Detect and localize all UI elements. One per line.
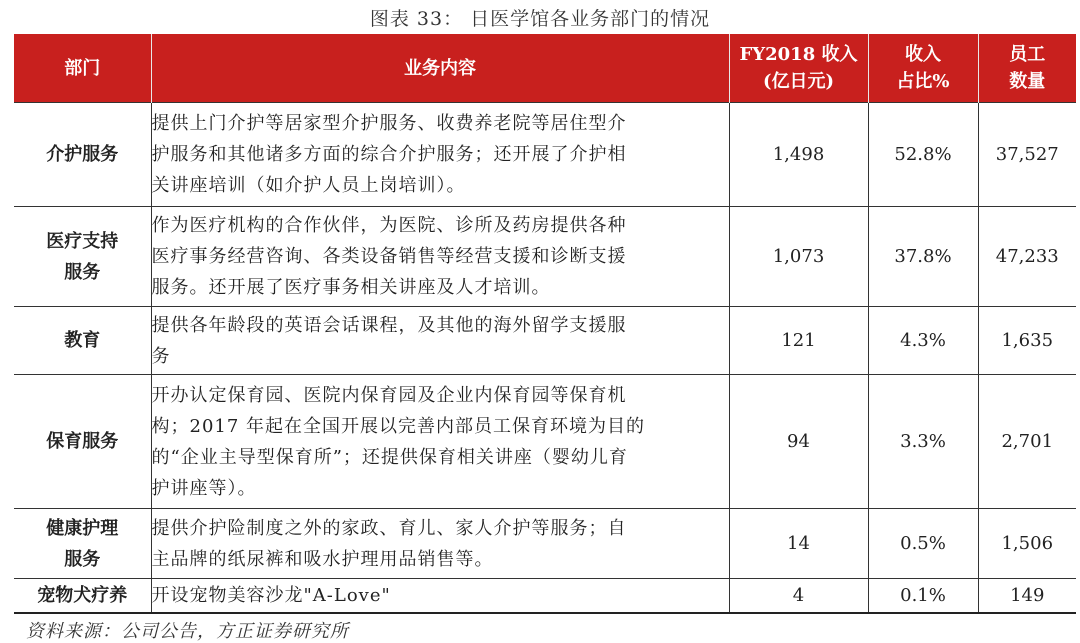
table-header-row [14, 34, 1076, 103]
staff-cell: 47,233 [978, 207, 1076, 307]
dept-line: 宠物犬疗养 [37, 584, 128, 606]
header-dept-label: 部门 [64, 57, 101, 79]
header-revenue-line2: (亿日元) [762, 71, 835, 92]
revenue-cell: 4 [729, 579, 868, 613]
share-cell: 4.3% [868, 307, 978, 375]
revenue-cell: 14 [729, 509, 868, 579]
revenue-cell: 1,498 [729, 103, 868, 207]
dept-cell [14, 509, 151, 579]
content-line: 的“企业主导型保育所”；还提供保育相关讲座（婴幼儿育 [151, 446, 628, 468]
revenue-cell: 1,073 [729, 207, 868, 307]
staff-cell: 37,527 [978, 103, 1076, 207]
header-revenue [729, 34, 868, 103]
table-caption: 图表 33： 日医学馆各业务部门的情况 [369, 8, 711, 30]
content-line: 提供各年龄段的英语会话课程，及其他的海外留学支援服 [151, 314, 627, 336]
content-line: 关讲座培训（如介护人员上岗培训）。 [151, 175, 466, 196]
source-note: 资料来源：公司公告，方正证券研究所 [26, 621, 349, 642]
revenue-cell: 121 [729, 307, 868, 375]
share-cell: 0.5% [868, 509, 978, 579]
header-share [868, 34, 978, 103]
content-cell [151, 103, 729, 207]
table-row [14, 307, 1076, 375]
share-cell: 0.1% [868, 579, 978, 613]
header-staff-line1: 员工 [1009, 44, 1046, 65]
content-line: 服务。还开展了医疗事务相关讲座及人才培训。 [151, 277, 551, 298]
table-row [14, 579, 1076, 613]
table-row [14, 207, 1076, 307]
content-line: 开办认定保育园、医院内保育园及企业内保育园等保育机 [151, 384, 627, 406]
header-dept [14, 34, 151, 103]
content-line: 医疗事务经营咨询、各类设备销售等经营支援和诊断支援 [151, 246, 627, 267]
staff-cell: 2,701 [978, 375, 1076, 509]
header-staff [978, 34, 1076, 103]
header-revenue-line1: FY2018 收入 [739, 44, 858, 65]
content-line: 护服务和其他诸多方面的综合介护服务；还开展了介护相 [151, 144, 627, 165]
content-line: 护讲座等）。 [151, 477, 257, 499]
staff-cell: 1,506 [978, 509, 1076, 579]
dept-line: 服务 [64, 261, 101, 283]
revenue-cell: 94 [729, 375, 868, 509]
dept-cell [14, 307, 151, 375]
dept-line: 服务 [64, 548, 101, 570]
content-cell [151, 375, 729, 509]
table-row [14, 509, 1076, 579]
content-line: 提供介护险制度之外的家政、育儿、家人介护等服务；自 [151, 517, 627, 539]
content-cell [151, 307, 729, 375]
staff-cell: 149 [978, 579, 1076, 613]
dept-line: 教育 [64, 330, 101, 351]
header-content [151, 34, 729, 103]
table-row [14, 375, 1076, 509]
dept-line: 保育服务 [46, 431, 119, 452]
content-line: 开设宠物美容沙龙"A-Love" [151, 584, 391, 606]
share-cell: 52.8% [868, 103, 978, 207]
dept-cell [14, 375, 151, 509]
dept-line: 医疗支持 [46, 230, 119, 252]
header-content-label: 业务内容 [404, 57, 476, 79]
content-cell [151, 207, 729, 307]
content-line: 作为医疗机构的合作伙伴，为医院、诊所及药房提供各种 [151, 215, 627, 236]
share-cell: 37.8% [868, 207, 978, 307]
header-share-line2: 占比% [896, 71, 950, 92]
content-line: 构；2017 年起在全国开展以完善内部员工保育环境为目的 [151, 415, 646, 437]
content-cell [151, 509, 729, 579]
content-line: 主品牌的纸尿裤和吸水护理用品销售等。 [151, 548, 494, 570]
dept-cell [14, 207, 151, 307]
header-share-line1: 收入 [905, 44, 941, 65]
staff-cell: 1,635 [978, 307, 1076, 375]
content-line: 提供上门介护等居家型介护服务、收费养老院等居住型介 [151, 113, 627, 134]
business-table [14, 34, 1076, 614]
content-cell [151, 579, 729, 613]
share-cell: 3.3% [868, 375, 978, 509]
content-line: 务 [151, 345, 171, 367]
header-staff-line2: 数量 [1009, 71, 1046, 92]
dept-line: 介护服务 [46, 144, 119, 165]
dept-line: 健康护理 [46, 517, 119, 539]
table-row [14, 103, 1076, 207]
dept-cell [14, 579, 151, 613]
dept-cell [14, 103, 151, 207]
